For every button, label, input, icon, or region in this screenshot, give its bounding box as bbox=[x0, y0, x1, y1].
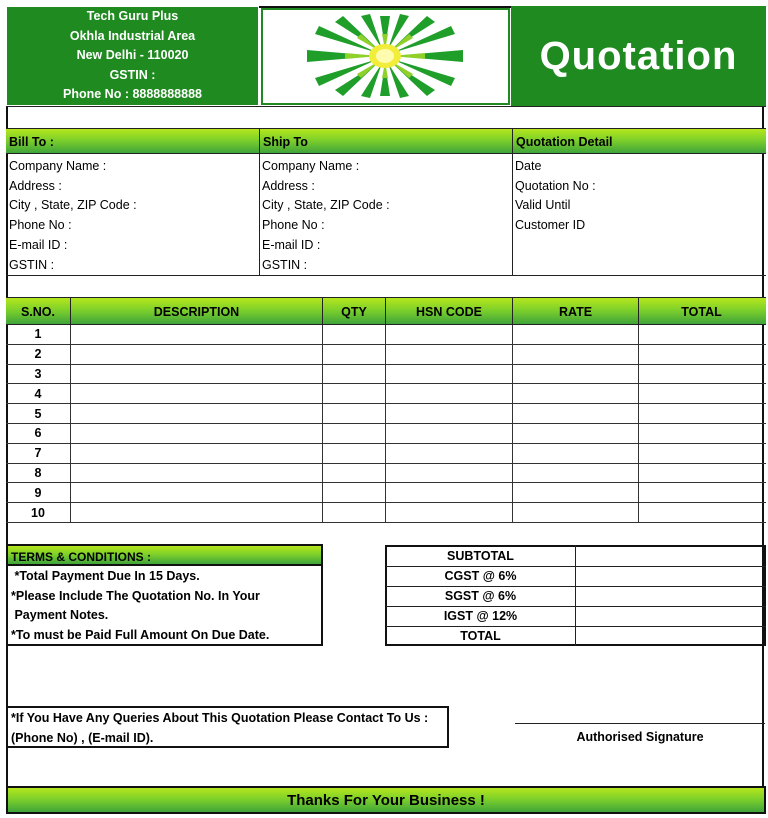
table-row bbox=[6, 483, 766, 503]
divider bbox=[259, 128, 260, 275]
bill-to-field: GSTIN : bbox=[9, 257, 55, 272]
table-cell[interactable] bbox=[639, 483, 764, 502]
table-cell[interactable] bbox=[386, 483, 513, 502]
column-header-sno: S.NO. bbox=[6, 298, 71, 325]
table-cell[interactable] bbox=[71, 444, 323, 463]
table-cell[interactable] bbox=[323, 464, 386, 483]
queries-box bbox=[6, 706, 449, 748]
ship-to-field: Address : bbox=[262, 178, 315, 193]
column-header-hsn: HSN CODE bbox=[386, 298, 513, 325]
table-cell[interactable] bbox=[386, 424, 513, 443]
table-cell[interactable] bbox=[323, 325, 386, 344]
title-box bbox=[511, 6, 766, 106]
table-cell[interactable] bbox=[513, 503, 639, 522]
table-row bbox=[6, 325, 766, 345]
ship-to-field: Company Name : bbox=[262, 159, 360, 173]
table-cell[interactable] bbox=[323, 365, 386, 384]
table-cell[interactable] bbox=[386, 404, 513, 423]
company-area: Okhla Industrial Area bbox=[69, 28, 196, 43]
ship-to-field: City , State, ZIP Code : bbox=[262, 198, 390, 213]
footer-thanks: Thanks For Your Business ! bbox=[6, 786, 766, 814]
table-cell[interactable] bbox=[386, 444, 513, 463]
table-row bbox=[6, 503, 766, 523]
items-table-header bbox=[6, 297, 766, 325]
table-cell[interactable] bbox=[513, 365, 639, 384]
divider bbox=[6, 275, 766, 276]
table-cell[interactable] bbox=[386, 464, 513, 483]
page-title: Quotation bbox=[539, 33, 738, 78]
terms-body bbox=[6, 566, 323, 646]
row-number: 4 bbox=[6, 384, 71, 403]
row-number: 10 bbox=[6, 503, 71, 522]
table-cell[interactable] bbox=[639, 345, 764, 364]
table-cell[interactable] bbox=[513, 404, 639, 423]
row-number: 6 bbox=[6, 424, 71, 443]
subtotal-label: SUBTOTAL bbox=[447, 549, 514, 563]
table-cell[interactable] bbox=[513, 345, 639, 364]
table-cell[interactable] bbox=[639, 325, 764, 344]
cgst-label: CGST @ 6% bbox=[444, 569, 517, 583]
table-cell[interactable] bbox=[639, 404, 764, 423]
row-number: 7 bbox=[6, 444, 71, 463]
quotation-detail-field: Customer ID bbox=[515, 218, 586, 233]
logo-box bbox=[261, 8, 510, 105]
table-cell[interactable] bbox=[323, 483, 386, 502]
ship-to-field: E-mail ID : bbox=[262, 237, 321, 252]
table-cell[interactable] bbox=[513, 325, 639, 344]
table-row bbox=[6, 384, 766, 404]
table-row bbox=[6, 404, 766, 424]
igst-label: IGST @ 12% bbox=[443, 609, 518, 623]
table-cell[interactable] bbox=[639, 444, 764, 463]
sunburst-logo-icon bbox=[263, 10, 508, 103]
table-cell[interactable] bbox=[639, 503, 764, 522]
table-cell[interactable] bbox=[513, 384, 639, 403]
queries-line: (Phone No) , (E-mail ID). bbox=[11, 730, 154, 745]
quotation-detail-fields bbox=[512, 157, 766, 236]
ship-to-heading: Ship To bbox=[259, 128, 512, 154]
terms-line: *To must be Paid Full Amount On Due Date. bbox=[11, 628, 270, 643]
row-number: 2 bbox=[6, 345, 71, 364]
column-header-qty: QTY bbox=[323, 298, 386, 325]
table-cell[interactable] bbox=[71, 424, 323, 443]
ship-to-field: Phone No : bbox=[262, 218, 325, 233]
table-cell[interactable] bbox=[71, 384, 323, 403]
row-number: 3 bbox=[6, 365, 71, 384]
table-cell[interactable] bbox=[639, 365, 764, 384]
table-cell[interactable] bbox=[513, 483, 639, 502]
table-cell[interactable] bbox=[71, 345, 323, 364]
bill-to-heading: Bill To : bbox=[6, 128, 259, 154]
column-header-total: TOTAL bbox=[681, 304, 722, 319]
signature-label: Authorised Signature bbox=[576, 730, 704, 744]
terms-line: *Total Payment Due In 15 Days. bbox=[11, 569, 200, 583]
column-header-rate: RATE bbox=[513, 298, 639, 325]
table-cell[interactable] bbox=[71, 483, 323, 502]
table-row bbox=[6, 464, 766, 484]
table-cell[interactable] bbox=[71, 464, 323, 483]
table-row bbox=[6, 365, 766, 385]
table-row bbox=[6, 345, 766, 365]
quotation-detail-field: Quotation No : bbox=[515, 178, 596, 193]
divider bbox=[512, 128, 513, 275]
table-row bbox=[6, 424, 766, 444]
bill-to-field: Phone No : bbox=[9, 218, 72, 233]
row-number: 1 bbox=[6, 325, 71, 344]
divider bbox=[575, 545, 576, 646]
company-city: New Delhi - 110020 bbox=[76, 48, 189, 63]
company-gstin: GSTIN : bbox=[109, 67, 156, 82]
sgst-label: SGST @ 6% bbox=[444, 589, 517, 603]
row-number: 5 bbox=[6, 404, 71, 423]
ship-to-field: GSTIN : bbox=[262, 257, 308, 272]
company-name: Tech Guru Plus bbox=[86, 9, 179, 24]
table-cell[interactable] bbox=[323, 345, 386, 364]
table-cell[interactable] bbox=[639, 384, 764, 403]
column-header-description: DESCRIPTION bbox=[71, 298, 323, 325]
table-cell[interactable] bbox=[513, 424, 639, 443]
terms-heading: TERMS & CONDITIONS : bbox=[6, 544, 323, 566]
company-info bbox=[6, 6, 259, 106]
terms-line: *Please Include The Quotation No. In Your bbox=[11, 588, 260, 603]
items-table-body bbox=[6, 325, 766, 523]
quotation-detail-field: Valid Until bbox=[515, 198, 571, 213]
table-row bbox=[6, 444, 766, 464]
row-number: 8 bbox=[6, 464, 71, 483]
table-cell[interactable] bbox=[386, 384, 513, 403]
table-cell[interactable] bbox=[323, 384, 386, 403]
terms-line: Payment Notes. bbox=[11, 608, 109, 623]
bill-to-field: E-mail ID : bbox=[9, 237, 68, 252]
table-cell[interactable] bbox=[71, 503, 323, 522]
row-number: 9 bbox=[6, 483, 71, 502]
company-phone: Phone No : 8888888888 bbox=[63, 87, 202, 102]
quotation-detail-field: Date bbox=[515, 159, 542, 173]
table-cell[interactable] bbox=[513, 444, 639, 463]
table-cell[interactable] bbox=[386, 365, 513, 384]
table-cell[interactable] bbox=[323, 444, 386, 463]
table-cell[interactable] bbox=[513, 464, 639, 483]
table-cell[interactable] bbox=[71, 404, 323, 423]
ship-to-fields bbox=[259, 157, 512, 275]
table-cell[interactable] bbox=[71, 325, 323, 344]
table-cell[interactable] bbox=[323, 424, 386, 443]
table-cell[interactable] bbox=[71, 365, 323, 384]
divider bbox=[6, 106, 766, 107]
bill-to-field: Address : bbox=[9, 178, 62, 193]
quotation-detail-heading: Quotation Detail bbox=[512, 128, 766, 154]
table-cell[interactable] bbox=[323, 503, 386, 522]
signature-line bbox=[515, 723, 765, 724]
total-label: TOTAL bbox=[460, 629, 501, 643]
bill-to-field: Company Name : bbox=[9, 159, 107, 173]
table-cell[interactable] bbox=[386, 325, 513, 344]
table-cell[interactable] bbox=[386, 345, 513, 364]
table-cell[interactable] bbox=[323, 404, 386, 423]
table-cell[interactable] bbox=[386, 503, 513, 522]
table-cell[interactable] bbox=[639, 424, 764, 443]
table-cell[interactable] bbox=[639, 464, 764, 483]
bill-to-fields bbox=[6, 157, 259, 275]
queries-line: *If You Have Any Queries About This Quotation Please Contact To Us : bbox=[11, 711, 429, 725]
bill-to-field: City , State, ZIP Code : bbox=[9, 198, 137, 213]
